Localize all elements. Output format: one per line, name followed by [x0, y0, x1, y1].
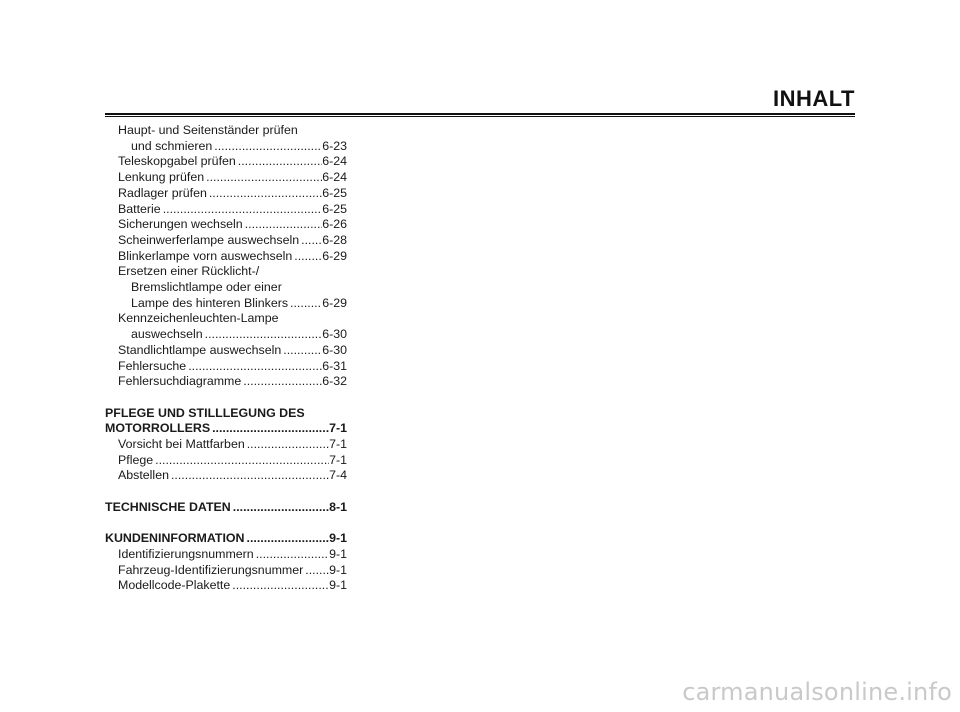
- chapter-entry[interactable]: [105, 531, 347, 547]
- toc-entry-title: Fahrzeug-Identifizierungsnummer: [118, 562, 304, 577]
- toc-leader-dots: [247, 437, 329, 453]
- toc-entry-title: Ersetzen einer Rücklicht-/: [118, 264, 260, 279]
- toc-entry-title: Sicherungen wechseln: [118, 217, 243, 232]
- toc-entry-title: Bremslichtlampe oder einer: [131, 280, 282, 295]
- toc-entry[interactable]: [105, 249, 347, 265]
- toc-entry-title: auswechseln: [131, 327, 203, 342]
- toc-leader-dots: [243, 374, 322, 390]
- toc-leader-dots: [155, 453, 329, 469]
- toc-entry-page: 9-1: [329, 578, 347, 593]
- table-of-contents: [105, 123, 347, 594]
- toc-entry-page: 9-1: [329, 546, 347, 561]
- toc-leader-dots: [233, 500, 329, 516]
- toc-entry-title: Teleskopgabel prüfen: [118, 154, 236, 169]
- toc-entry[interactable]: [105, 453, 347, 469]
- chapter-entry[interactable]: [105, 421, 347, 437]
- toc-leader-dots: [209, 186, 322, 202]
- toc-entry-page: 6-23: [322, 138, 347, 153]
- toc-leader-dots: [305, 563, 329, 579]
- toc-leader-dots: [214, 139, 322, 155]
- toc-entry[interactable]: [105, 327, 347, 343]
- chapter-page: 8-1: [329, 499, 347, 514]
- toc-entry-title: Lenkung prüfen: [118, 170, 205, 185]
- toc-entry-page: 9-1: [329, 562, 347, 577]
- toc-entry-page: 7-1: [329, 452, 347, 467]
- toc-entry-page: 6-30: [322, 327, 347, 342]
- toc-entry-title: Lampe des hinteren Blinkers: [131, 295, 289, 310]
- toc-entry-title: Radlager prüfen: [118, 185, 207, 200]
- chapter-page: 7-1: [329, 421, 347, 436]
- toc-entry-title: Abstellen: [118, 468, 169, 483]
- toc-leader-dots: [205, 327, 323, 343]
- watermark: carmanualsonline.info: [682, 678, 952, 706]
- toc-entry[interactable]: [105, 578, 347, 594]
- toc-entry[interactable]: [105, 170, 347, 186]
- toc-entry[interactable]: [105, 296, 347, 312]
- chapter-title: TECHNISCHE DATEN: [105, 499, 231, 514]
- toc-entry[interactable]: [105, 202, 347, 218]
- toc-entry[interactable]: [105, 154, 347, 170]
- chapter-entry[interactable]: [105, 500, 347, 516]
- toc-leader-dots: [247, 531, 330, 547]
- toc-entry-title: Batterie: [118, 201, 161, 216]
- toc-entry[interactable]: [105, 233, 347, 249]
- toc-leader-dots: [256, 547, 329, 563]
- toc-entry-title: Standlichtlampe auswechseln: [118, 342, 282, 357]
- toc-entry-page: 6-29: [322, 295, 347, 310]
- toc-leader-dots: [238, 154, 322, 170]
- toc-entry-page: 7-4: [329, 468, 347, 483]
- section-gap: [105, 390, 347, 406]
- toc-entry[interactable]: [105, 547, 347, 563]
- toc-entry-title: Modellcode-Plakette: [118, 578, 231, 593]
- toc-entry-page: 6-28: [322, 232, 347, 247]
- chapter-heading: PFLEGE UND STILLLEGUNG DES: [105, 405, 305, 420]
- toc-entry-page: 6-25: [322, 185, 347, 200]
- toc-entry-page: 6-24: [322, 154, 347, 169]
- toc-entry[interactable]: [105, 343, 347, 359]
- toc-entry-title: Pflege: [118, 452, 154, 467]
- toc-entry[interactable]: [105, 374, 347, 390]
- header-rule: [105, 113, 855, 117]
- toc-leader-dots: [206, 170, 322, 186]
- chapter-title: KUNDENINFORMATION: [105, 531, 245, 546]
- toc-entry-title: Haupt- und Seitenständer prüfen: [118, 123, 298, 137]
- toc-entry-page: 6-31: [322, 358, 347, 373]
- chapter-title: MOTORROLLERS: [105, 421, 211, 436]
- toc-entry-page: 6-30: [322, 342, 347, 357]
- toc-leader-dots: [245, 217, 323, 233]
- toc-entry-title: Fehlersuchdiagramme: [118, 374, 242, 389]
- toc-leader-dots: [212, 421, 329, 437]
- toc-entry-title: Fehlersuche: [118, 358, 187, 373]
- toc-entry-page: 7-1: [329, 437, 347, 452]
- page-title: INHALT: [772, 86, 855, 111]
- toc-leader-dots: [171, 468, 329, 484]
- toc-entry[interactable]: [105, 563, 347, 579]
- toc-entry-page: 6-32: [322, 374, 347, 389]
- toc-entry-title: Kennzeichenleuchten-Lampe: [118, 311, 279, 326]
- toc-leader-dots: [301, 233, 322, 249]
- section-gap: [105, 484, 347, 500]
- toc-entry-title: Blinkerlampe vorn auswechseln: [118, 248, 293, 263]
- chapter-page: 9-1: [329, 531, 347, 546]
- toc-entry[interactable]: [105, 468, 347, 484]
- section-gap: [105, 516, 347, 532]
- toc-entry-page: 6-29: [322, 248, 347, 263]
- toc-leader-dots: [290, 296, 322, 312]
- toc-entry[interactable]: [105, 186, 347, 202]
- toc-leader-dots: [232, 578, 329, 594]
- toc-entry-title: Identifizierungsnummern: [118, 546, 254, 561]
- toc-entry[interactable]: [105, 217, 347, 233]
- toc-entry-title: Vorsicht bei Mattfarben: [118, 437, 245, 452]
- toc-entry-page: 6-25: [322, 201, 347, 216]
- toc-entry-title: Scheinwerferlampe auswechseln: [118, 232, 300, 247]
- toc-entry-title: und schmieren: [131, 138, 213, 153]
- toc-entry[interactable]: [105, 139, 347, 155]
- toc-entry-page: 6-26: [322, 217, 347, 232]
- toc-leader-dots: [163, 202, 322, 218]
- toc-leader-dots: [188, 359, 322, 375]
- toc-leader-dots: [283, 343, 322, 359]
- toc-entry-page: 6-24: [322, 170, 347, 185]
- toc-entry[interactable]: [105, 359, 347, 375]
- toc-entry[interactable]: [105, 437, 347, 453]
- toc-leader-dots: [294, 249, 322, 265]
